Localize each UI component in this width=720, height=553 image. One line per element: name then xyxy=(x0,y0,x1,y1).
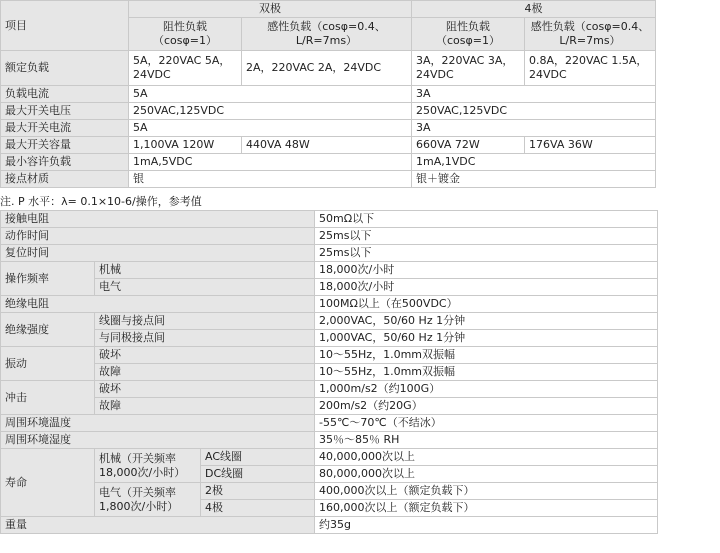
max-capacity-4pole-inductive: 176VA 36W xyxy=(525,137,656,154)
ambient-humidity-label: 周围环境湿度 xyxy=(1,432,315,449)
shock-destruction-label: 破坏 xyxy=(95,381,315,398)
dielectric-coil-value: 2,000VAC，50/60 Hz 1分钟 xyxy=(315,313,658,330)
life-ac-coil-label: AC线圈 xyxy=(201,449,315,466)
rated-load-2pole-resistive: 5A，220VAC 5A，24VDC xyxy=(129,51,242,86)
release-time-label: 复位时间 xyxy=(1,245,315,262)
life-dc-coil-label: DC线圈 xyxy=(201,466,315,483)
shock-malfunction-label: 故障 xyxy=(95,398,315,415)
load-current-4pole: 3A xyxy=(412,86,656,103)
item-header: 项目 xyxy=(1,1,129,51)
life-dc-coil-value: 80,000,000次以上 xyxy=(315,466,658,483)
performance-table xyxy=(0,210,658,534)
vibration-destruction-value: 10～55Hz，1.0mm双振幅 xyxy=(315,347,658,364)
dielectric-coil-label: 线圈与接点间 xyxy=(95,313,315,330)
max-current-4pole: 3A xyxy=(412,120,656,137)
group-4pole-header: 4极 xyxy=(412,1,656,18)
max-capacity-label: 最大开关容量 xyxy=(1,137,129,154)
max-voltage-2pole: 250VAC,125VDC xyxy=(129,103,412,120)
op-frequency-mech-label: 机械 xyxy=(95,262,315,279)
resistive-header-2pole: 阻性负载 （cosφ=1） xyxy=(129,18,242,51)
op-frequency-elec-value: 18,000次/小时 xyxy=(315,279,658,296)
rated-load-4pole-inductive: 0.8A，220VAC 1.5A，24VDC xyxy=(525,51,656,86)
life-2pole-label: 2极 xyxy=(201,483,315,500)
min-load-2pole: 1mA,5VDC xyxy=(129,154,412,171)
reliability-note: 注. P 水平：λ= 0.1×10-6/操作，参考值 xyxy=(0,195,202,208)
shock-label: 冲击 xyxy=(1,381,95,415)
vibration-label: 振动 xyxy=(1,347,95,381)
contact-material-4pole: 银＋镀金 xyxy=(412,171,656,188)
max-voltage-label: 最大开关电压 xyxy=(1,103,129,120)
life-label: 寿命 xyxy=(1,449,95,517)
spec-table xyxy=(0,0,656,188)
operate-time-value: 25ms以下 xyxy=(315,228,658,245)
insulation-resistance-value: 100MΩ以上（在500VDC） xyxy=(315,296,658,313)
shock-destruction-value: 1,000m/s2（约100G） xyxy=(315,381,658,398)
min-load-4pole: 1mA,1VDC xyxy=(412,154,656,171)
max-current-2pole: 5A xyxy=(129,120,412,137)
max-capacity-2pole-resistive: 1,100VA 120W xyxy=(129,137,242,154)
load-current-2pole: 5A xyxy=(129,86,412,103)
min-load-label: 最小容许负载 xyxy=(1,154,129,171)
group-2pole-header: 双极 xyxy=(129,1,412,18)
rated-load-label: 额定负载 xyxy=(1,51,129,86)
insulation-resistance-label: 绝缘电阻 xyxy=(1,296,315,313)
vibration-malfunction-label: 故障 xyxy=(95,364,315,381)
dielectric-pole-label: 与同极接点间 xyxy=(95,330,315,347)
rated-load-4pole-resistive: 3A，220VAC 3A，24VDC xyxy=(412,51,525,86)
max-capacity-2pole-inductive: 440VA 48W xyxy=(242,137,412,154)
vibration-destruction-label: 破坏 xyxy=(95,347,315,364)
rated-load-2pole-inductive: 2A，220VAC 2A，24VDC xyxy=(242,51,412,86)
max-current-label: 最大开关电流 xyxy=(1,120,129,137)
ambient-temp-label: 周围环境温度 xyxy=(1,415,315,432)
max-capacity-4pole-resistive: 660VA 72W xyxy=(412,137,525,154)
contact-material-2pole: 银 xyxy=(129,171,412,188)
shock-malfunction-value: 200m/s2（约20G） xyxy=(315,398,658,415)
life-4pole-value: 160,000次以上（额定负载下） xyxy=(315,500,658,517)
load-current-label: 负载电流 xyxy=(1,86,129,103)
dielectric-label: 绝缘强度 xyxy=(1,313,95,347)
weight-value: 约35g xyxy=(315,517,658,534)
contact-resistance-label: 接触电阻 xyxy=(1,211,315,228)
op-frequency-label: 操作频率 xyxy=(1,262,95,296)
resistive-header-4pole: 阻性负载 （cosφ=1） xyxy=(412,18,525,51)
contact-resistance-value: 50mΩ以下 xyxy=(315,211,658,228)
vibration-malfunction-value: 10～55Hz，1.0mm双振幅 xyxy=(315,364,658,381)
life-elec-label: 电气（开关频率 1,800次/小时） xyxy=(95,483,201,517)
life-mech-label: 机械（开关频率 18,000次/小时） xyxy=(95,449,201,483)
operate-time-label: 动作时间 xyxy=(1,228,315,245)
inductive-header-2pole: 感性负载（cosφ=0.4、 L/R=7ms） xyxy=(242,18,412,51)
contact-material-label: 接点材质 xyxy=(1,171,129,188)
life-2pole-value: 400,000次以上（额定负载下） xyxy=(315,483,658,500)
op-frequency-elec-label: 电气 xyxy=(95,279,315,296)
max-voltage-4pole: 250VAC,125VDC xyxy=(412,103,656,120)
life-ac-coil-value: 40,000,000次以上 xyxy=(315,449,658,466)
life-4pole-label: 4极 xyxy=(201,500,315,517)
release-time-value: 25ms以下 xyxy=(315,245,658,262)
ambient-humidity-value: 35％～85％ RH xyxy=(315,432,658,449)
weight-label: 重量 xyxy=(1,517,315,534)
inductive-header-4pole: 感性负载（cosφ=0.4、 L/R=7ms） xyxy=(525,18,656,51)
dielectric-pole-value: 1,000VAC，50/60 Hz 1分钟 xyxy=(315,330,658,347)
ambient-temp-value: -55℃～70℃（不结冰） xyxy=(315,415,658,432)
op-frequency-mech-value: 18,000次/小时 xyxy=(315,262,658,279)
